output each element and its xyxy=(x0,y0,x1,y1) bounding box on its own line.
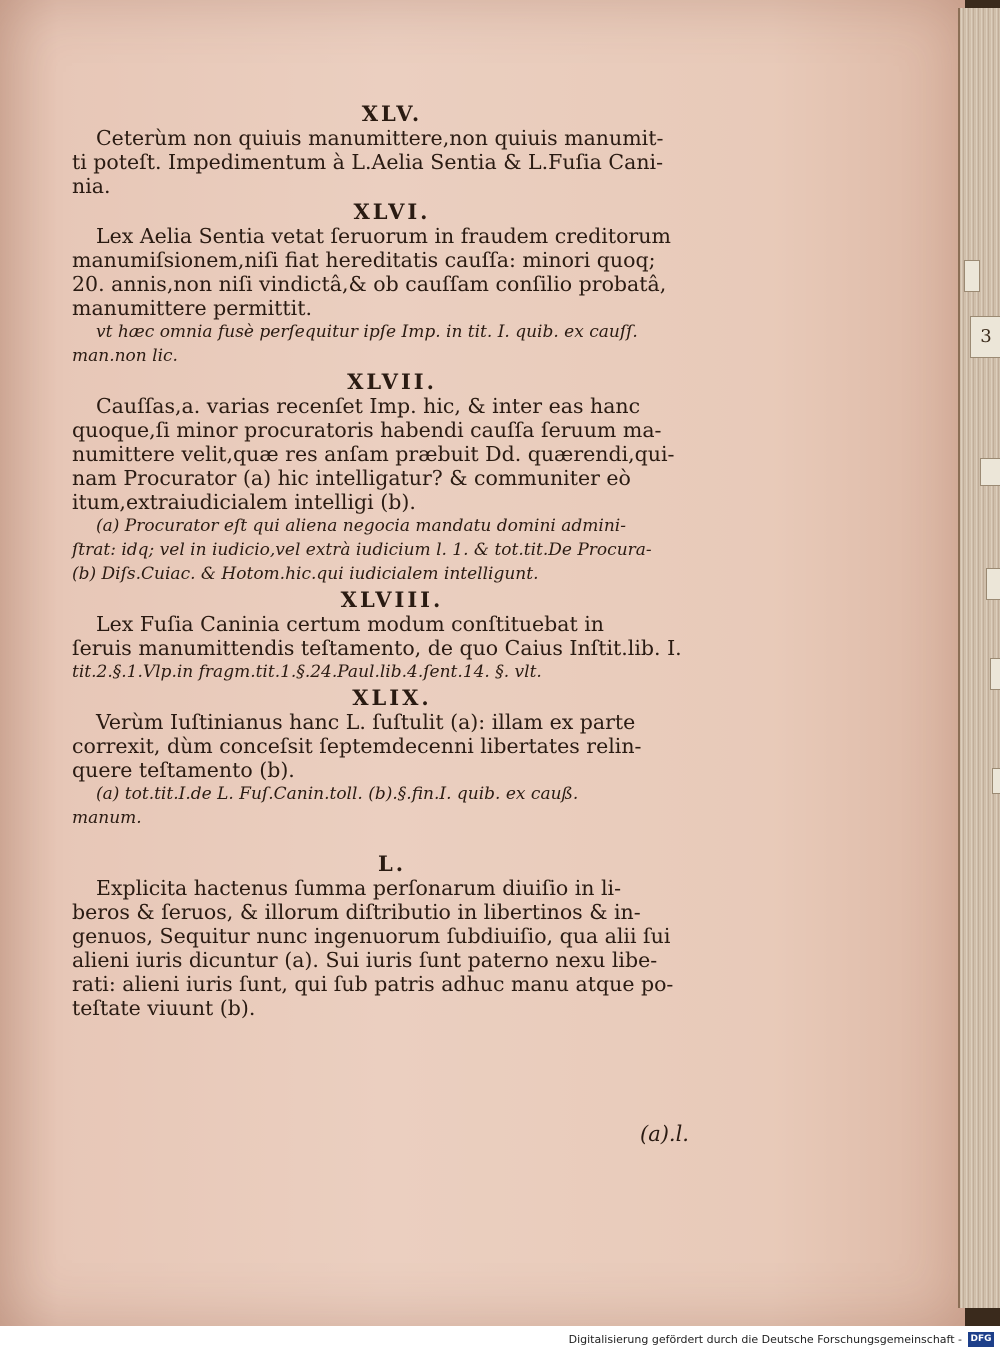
text-line: manumittere permittit. xyxy=(72,296,312,320)
text-line: manumiſsionem,niſi fiat hereditatis cauſſa: minori quoq; xyxy=(72,248,656,272)
text-line: genuos, Sequitur nunc ingenuorum ſubdiuiſio, qua alii ſui xyxy=(72,924,671,948)
text-line: tit.2.§.1.Vlp.in fragm.tit.1.§.24.Paul.lib.4.ſent.14. §. vlt. xyxy=(72,662,542,682)
footnote-line: (b) Diſs.Cuiac. & Hotom.hic.qui iudicialem intelligunt. xyxy=(72,564,539,584)
footnote-line: ſtrat: idq; vel in iudicio,vel extrà iudicium l. 1. & tot.tit.De Procura- xyxy=(72,540,652,560)
edge-tab xyxy=(964,260,980,292)
text-line: itum,extraiudicialem intelligi (b). xyxy=(72,490,416,514)
footer-bar xyxy=(0,1326,1000,1354)
text-line: Lex Fuſia Caninia certum modum conſtituebat in xyxy=(96,612,605,636)
text-line: Verùm Iuſtinianus hanc L. ſuſtulit (a): illam ex parte xyxy=(96,710,636,734)
edge-tab xyxy=(986,568,1000,600)
text-line: quoque,ſi minor procuratoris habendi cauſſa ſeruum ma- xyxy=(72,418,662,442)
text-line: ti poteſt. Impedimentum à L.Aelia Sentia & L.Fuſia Cani- xyxy=(72,150,664,174)
text-line: man.non lic. xyxy=(72,346,178,366)
book-fore-edge xyxy=(958,8,1000,1308)
footnote-line: manum. xyxy=(72,808,142,828)
footnote-line: (a) tot.tit.I.de L. Fuſ.Canin.toll. (b).§.fin.I. quib. ex cauß. xyxy=(96,784,579,804)
text-line: Cauſſas,a. varias recenſet Imp. hic, & inter eas hanc xyxy=(96,394,641,418)
page-text xyxy=(72,100,712,1020)
text-line: ſeruis manumittendis teſtamento, de quo Caius Inſtit.lib. I. xyxy=(72,636,682,660)
text-line: teſtate viuunt (b). xyxy=(72,996,256,1020)
edge-tab-mark: 3 xyxy=(980,326,992,347)
text-line: numittere velit,quæ res anſam præbuit Dd. quærendi,qui- xyxy=(72,442,675,466)
catchword: (a).l. xyxy=(640,1122,689,1146)
text-line: beros & ſeruos, & illorum diſtributio in libertinos & in- xyxy=(72,900,641,924)
text-line: Lex Aelia Sentia vetat ſeruorum in fraudem creditorum xyxy=(96,224,671,248)
text-line: Ceterùm non quiuis manumittere,non quiuis manumit- xyxy=(96,126,664,150)
section-heading: XLV. xyxy=(361,101,423,126)
text-line: correxit, dùm conceſsit ſeptemdecenni libertates relin- xyxy=(72,734,642,758)
text-line: 20. annis,non niſi vindictâ,& ob cauſſam conſilio probatâ, xyxy=(72,272,667,296)
dfg-logo: DFG xyxy=(968,1332,994,1347)
edge-tab xyxy=(980,458,1000,486)
section-heading: XLVI. xyxy=(353,199,431,224)
text-line: rati: alieni iuris ſunt, qui ſub patris adhuc manu atque po- xyxy=(72,972,674,996)
digitization-credit: Digitalisierung gefördert durch die Deutsche Forschungsgemeinschaft - xyxy=(568,1333,962,1346)
section-heading: XLIX. xyxy=(352,685,432,710)
text-line: nam Procurator (a) hic intelligatur? & communiter eò xyxy=(72,466,631,490)
text-line: nia. xyxy=(72,174,111,198)
section-heading: XLVII. xyxy=(347,369,437,394)
section-heading: XLVIII. xyxy=(340,587,444,612)
edge-tab xyxy=(992,768,1000,794)
footnote-line: (a) Procurator eſt qui aliena negocia mandatu domini admini- xyxy=(96,516,626,536)
text-line: vt hæc omnia fusè perſequitur ipſe Imp. in tit. I. quib. ex cauſſ. xyxy=(96,322,638,342)
text-line: Explicita hactenus ſumma perſonarum diuiſio in li- xyxy=(96,876,622,900)
edge-tab-numbered xyxy=(970,316,1000,358)
section-heading: L. xyxy=(377,851,407,876)
edge-tab xyxy=(990,658,1000,690)
text-line: alieni iuris dicuntur (a). Sui iuris ſunt paterno nexu libe- xyxy=(72,948,658,972)
text-line: quere teſtamento (b). xyxy=(72,758,295,782)
